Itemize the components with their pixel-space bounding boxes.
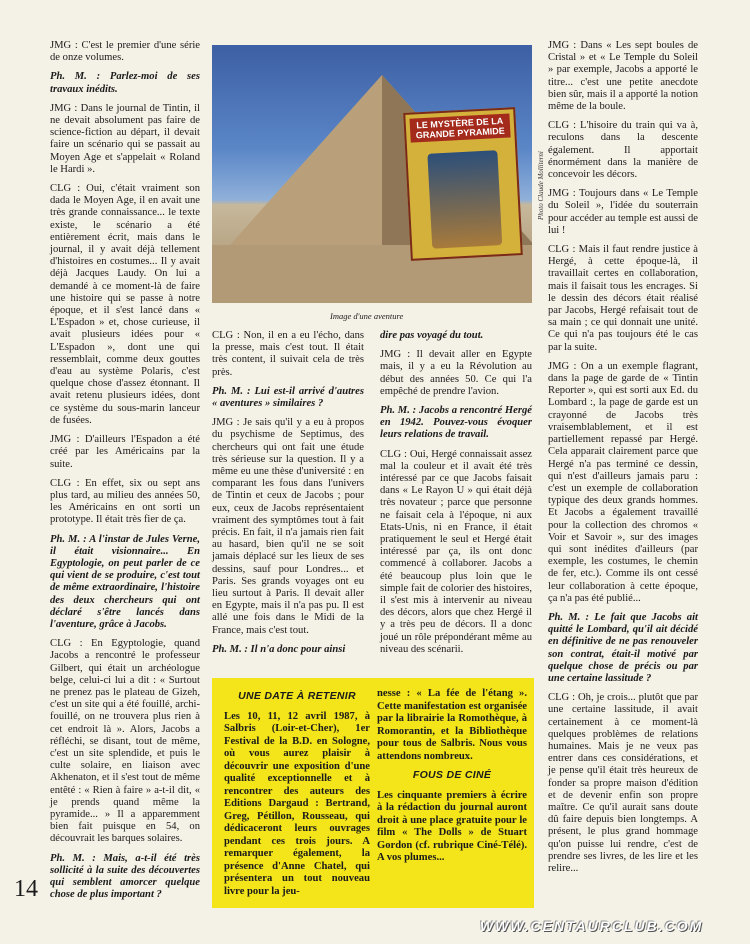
answer-paragraph: CLG : Non, il en a eu l'écho, dans la presse, mais c'est tout. Il était très content, il suivait cela de très près.	[212, 330, 364, 378]
box-text-date-cont: nesse : « La fée de l'étang ». Cette manifestation est organisée par la librairie la Romothèque, à Romorantin, et la Bibliothèque pour tous de Salbris. Nous vous attendons nombreux.	[377, 688, 527, 762]
question-paragraph: dire pas voyagé du tout.	[380, 330, 484, 341]
photo-caption: Image d'une aventure	[330, 311, 404, 321]
column-4	[548, 40, 698, 882]
page-number: 14	[14, 876, 38, 902]
answer-paragraph: JMG : On a un exemple flagrant, dans la page de garde de « Tintin Reporter », qui est sorti aux Ed. du Lombard :, la page de garde est un crayonné de Jacobs très vraisemblablement, et il est partiellement repassé par Hergé. Cela apparait clairement parce que Hergé n'a pas terminé ce dessin, qui n'est d'ailleurs jamais paru : c'est un exemple de collaboration typique des deux grands hommes. Et Jacobs a également travaillé pour la collection des chromos « Voir et Savoir », sur des images qui sont inédites d'ailleurs (par exemple, les costumes, le chemin de fer, etc.). Comme ils ont cessé leur collaboration à cette époque, ça n'a pas été publié...	[548, 360, 698, 604]
comic-book-cover	[403, 107, 523, 261]
question-paragraph: Ph. M. : Le fait que Jacobs ait quitté le Lombard, qu'il ait décidé en définitive de ne pas renouveler son contrat, était-il motivé par quelque chose de précis ou par une certaine lassitude ?	[548, 611, 698, 684]
answer-paragraph: JMG : Toujours dans « Le Temple du Soleil », l'idée du souterrain pour accéder au temple est aussi de lui !	[548, 188, 698, 236]
box-heading-cine: FOUS DE CINÉ	[412, 769, 492, 781]
question-paragraph: Ph. M. : Lui est-il arrivé d'autres « aventures » similaires ?	[212, 385, 364, 410]
column-3	[380, 330, 532, 663]
question-paragraph: Ph. M. : A l'instar de Jules Verne, il était visionnaire... En Egyptologie, on peut parler de ce qui vient de se produire, c'est tout de même extraordinaire, l'histoire des deux chercheurs qui ont déclaré s'être lancés dans l'aventure, grâce à Jacobs.	[50, 533, 200, 630]
answer-paragraph: CLG : Oui, c'était vraiment son dada le Moyen Age, il en avait une très grande connaissance... le texte existe, le scénario a été entièrement écrit, mais dans le journal, il y avait déjà tellement d'histoires en costumes... Il y avait déjà Jacques Laudy. On lui a demandé à ce moment-là de faire une histoire qui se passe à notre époque, et il s'est lancé dans « L'Espadon » et, chose curieuse, il avait plusieurs idées pour « L'Espadon », dont une qui ressemblait, comme deux gouttes d'eau au système Polaris, c'est quelque chose d'assez étonnant. Il avait retenu plusieurs idées, dont ce système du sous-marin lanceur de fusées.	[50, 183, 200, 426]
column-1	[50, 40, 200, 908]
book-illustration	[427, 150, 502, 249]
book-title: LE MYSTÈRE DE LA GRANDE PYRAMIDE	[410, 113, 511, 142]
answer-paragraph: JMG : Dans le journal de Tintin, il ne devait absolument pas faire de science-fiction au départ, il devait faire un scénario qui se passait au Moyen Age et s'appelait « Roland le Hardi ».	[50, 102, 200, 175]
footer-url: WWW.CENTAURCLUB.COM	[480, 918, 704, 934]
answer-paragraph: JMG : C'est le premier d'une série de onze volumes.	[50, 40, 200, 64]
photo-credit: Photo Claude Molliterni	[537, 151, 545, 220]
announcement-box	[212, 678, 534, 908]
answer-paragraph: JMG : Il devait aller en Egypte mais, il y a eu la Révolution au début des années 50. Ce qui l'a empêché de prendre l'avion.	[380, 349, 532, 397]
answer-paragraph: CLG : L'hisoire du train qui va à, reculons dans la descente également. Il apportait énormément dans la manière de concevoir les décors.	[548, 120, 698, 181]
box-text-date: Les 10, 11, 12 avril 1987, à Salbris (Loir-et-Cher), 1er Festival de la B.D. en Sologne, où vous aurez plaisir à découvrir une exposition d'une qualité exceptionnelle et à rencontrer des auteurs des Editions Dargaud : Bertrand, Greg, Pétillon, Rousseau, qui dédicaceront leurs ouvrages pendant ces trois jours. A remarquer également, la présence d'Anne Chatel, qui présentera un tout nouveau livre pour la jeu-	[224, 710, 370, 897]
answer-paragraph: CLG : En Egyptologie, quand Jacobs a rencontré le professeur Gilbert, qui était un archéologue belge, celui-ci lui a dit : « Surtout ne prenez pas le plateau de Gizeh, c'est un site qui a été fouillé, archi-fouillé, on ne trouvera plus rien à cet endroit là ». Alors, Jacobs a réfléchi, se disant, tout de même, c'est un site splendide, et puis le culte solaire, en liaison avec Akhenaton, et il s'est tout de même entêté : « Rien à faire » a-t-il dit, « je prends quand même la pyramide... » Il a apparemment bien fait puisque en 54, on découvrait les barques solaires.	[50, 638, 200, 845]
answer-paragraph: CLG : Oh, je crois... plutôt que par une certaine lassitude, il avait certainement à ce moment-là quelques problèmes de relations humaines. Mais je ne veux pas entrer dans ces considérations, et je pense qu'il était très heureux de fonder sa propre maison d'édition et de devenir enfin son propre maître. Ce qu'il aurait sans doute dû faire depuis bien longtemps. A présent, le plus grand hommage qu'on puisse lui rendre, c'est de prendre ses livres, de les lire et les relire...	[548, 692, 698, 874]
answer-paragraph: CLG : Oui, Hergé connaissait assez mal la couleur et il avait été très intéressé par ce que Jacobs faisait dans « Le Rayon U » qui était déjà très novateur ; parce que personne ne faisait cela à l'époque, ni aux Etats-Unis, ni en France, il était pratiquement le seul et Hergé était intéressé par ça, ils ont donc commencé à collaborer. Jacobs a été beaucoup plus loin que le simple fait de colorier des histoires, il s'est mis à intervenir au niveau des décors, alors que chez Hergé il y a très peu de décors. Il a donc joué un rôle prépondérant même au niveau des scénarii.	[380, 448, 532, 655]
answer-paragraph: CLG : Mais il faut rendre justice à Hergé, à cette époque-là, il travaillait certes en collaboration, mais il faisait tous les encrages. Si le dessin des décors était réalisé par Jacobs, Hergé refaisait tout de sa main ; ce qui donnait une unité. Ce qui n'a pas toujours été le cas par la suite.	[548, 244, 698, 353]
question-paragraph: Ph. M. : Parlez-moi de ses travaux inédits.	[50, 71, 200, 95]
question-paragraph: Ph. M. : Mais, a-t-il été très sollicité à la suite des découvertes qui semblent amorcer quelque chose de plus important ?	[50, 852, 200, 901]
answer-paragraph: JMG : D'ailleurs l'Espadon a été créé par les Américains par la suite.	[50, 434, 200, 470]
box-heading-date: UNE DATE À RETENIR	[238, 690, 356, 702]
box-text-cine: Les cinquante premiers à écrire à la rédaction du journal auront droit à une place gratuite pour le film « The Dolls » de Stuart Gordon (cf. rubrique Ciné-Télé). A vos plumes...	[377, 789, 527, 863]
question-paragraph: Ph. M. : Jacobs a rencontré Hergé en 1942. Pouvez-vous évoquer leurs relations de travail.	[380, 405, 532, 441]
answer-paragraph: JMG : Dans « Les sept boules de Cristal » et « Le Temple du Soleil » par exemple, Jacobs a apporté le titre... c'est une petite anecdote bien sûr, mais il a apporté la notion même de la boule.	[548, 40, 698, 113]
box-column-1	[224, 690, 370, 904]
box-column-2	[377, 688, 527, 871]
answer-paragraph: CLG : En effet, six ou sept ans plus tard, au milieu des années 50, les Américains en ont sorti un prototype. Il était très fier de ça.	[50, 477, 200, 526]
column-2	[212, 330, 364, 663]
question-paragraph: Ph. M. : Il n'a donc pour ainsi	[212, 643, 346, 655]
answer-paragraph: JMG : Je sais qu'il y a eu à propos du psychisme de Septimus, des chercheurs qui ont fait une étude très sérieuse sur la question. Il y a même eu une thèse d'université : en comparant les fous dans l'univers de Tintin et ceux de Jacobs ; pour eux, ceux de Jacobs représentaient vraiment des symptômes tout à fait précis. En fait, il n'a jamais rien fait au hasard, bien qu'il ne se soit jamais déplacé sur les lieux de ses dessins, sauf pour Londres... et Paris. Ses grands voyages ont eu lieu surtout à Paris. Il devait aller en Egypte, mais il n'a pas pu. Il est allé une fois dans le Midi de la France, mais c'est tout.	[212, 417, 364, 636]
pyramid-photo	[212, 45, 532, 303]
